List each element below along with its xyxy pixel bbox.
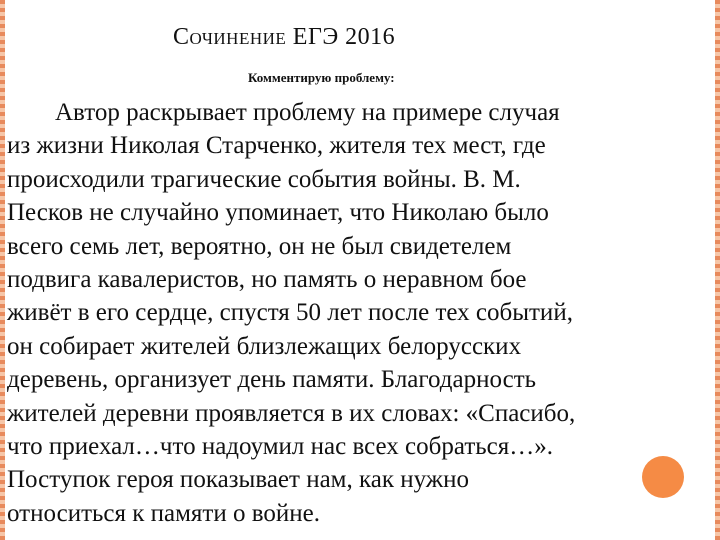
- paragraph-line: что приехал…что надоумил нас всех собраться…».: [7, 433, 553, 461]
- paragraph-line: Автор раскрывает проблему на примере случая: [55, 99, 560, 126]
- paragraph-line: деревень, организует день памяти. Благодарность: [7, 366, 537, 394]
- paragraph-line: он собирает жителей близлежащих белорусских: [7, 332, 522, 360]
- paragraph-line: Поступок героя показывает нам, как нужно: [7, 466, 469, 494]
- paragraph-line: Песков не случайно упоминает, что Николаю было: [7, 199, 549, 227]
- paragraph-line: относиться к памяти о войне.: [7, 499, 320, 527]
- slide-subtitle: Комментирую проблему:: [248, 70, 395, 85]
- paragraph-line: жителей деревни проявляется в их словах: «Спасибо,: [7, 399, 576, 427]
- slide-title-rest: ЕГЭ 2016: [292, 24, 396, 50]
- slide-title-prefix: Сочинение: [173, 24, 287, 50]
- paragraph-line: живёт в его сердце, спустя 50 лет после тех событий,: [7, 299, 573, 327]
- slide-title: [173, 24, 395, 51]
- paragraph-line: из жизни Николая Старченко, жителя тех мест, где: [7, 132, 546, 160]
- paragraph-line: всего семь лет, вероятно, он не был свидетелем: [7, 232, 512, 260]
- left-border-stripe: [0, 0, 5, 540]
- paragraph-line: происходили трагические события войны. В. М.: [7, 165, 521, 193]
- essay-paragraph: [7, 96, 719, 530]
- paragraph-line: подвига кавалеристов, но память о неравном бое: [7, 266, 527, 294]
- orange-circle-decoration: [642, 456, 684, 498]
